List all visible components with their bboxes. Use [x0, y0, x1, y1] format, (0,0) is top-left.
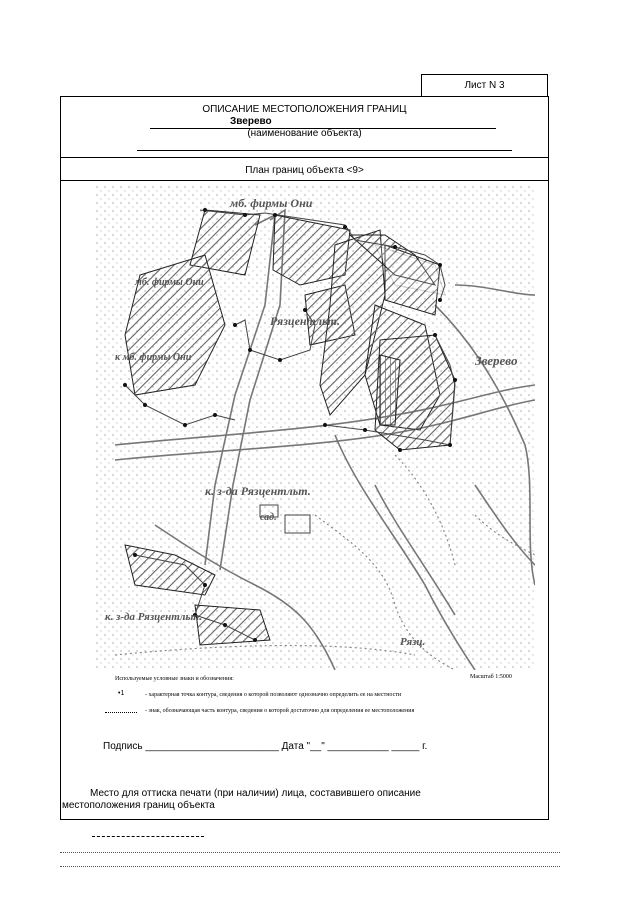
legend-title: Используемые условные знаки и обозначения:	[115, 676, 234, 682]
header-divider	[60, 157, 549, 158]
object-name-caption: (наименование объекта)	[247, 128, 362, 139]
stamp-line-2: местоположения границ объекта	[62, 800, 215, 811]
legend-point-text: - характерная точка контура, сведения о которой позволяют однозначно определить ее на местности	[145, 692, 402, 698]
map-label-top: мб. фирмы Они	[230, 196, 313, 210]
footer-dotted-line-1	[60, 852, 560, 853]
plan-divider	[60, 180, 549, 181]
boundary-plan-map	[95, 185, 535, 670]
object-name: Зверево	[230, 116, 272, 127]
map-label-center: Рязцентльт.	[270, 314, 341, 328]
plan-title: План границ объекта <9>	[245, 165, 364, 176]
map-label-left: к мб. фирмы Они	[115, 352, 192, 363]
map-scale: Масштаб 1:5000	[470, 674, 512, 680]
map-label-left2: мб. фирмы Они	[135, 277, 204, 288]
legend-dotted-symbol	[105, 712, 137, 713]
footer-dotted-line-2	[60, 866, 560, 867]
header-underline	[137, 150, 512, 151]
legend-point-symbol: •1	[118, 690, 125, 697]
map-label-zverevo: Зверево	[475, 353, 518, 368]
map-label-bottom-right: Рязц.	[400, 636, 426, 648]
map-label-bottom-left: к. з-да Рязцентльт.	[105, 611, 202, 623]
stamp-line-1: Место для оттиска печати (при наличии) лица, составившего описание	[90, 788, 421, 799]
sheet-number: Лист N 3	[421, 74, 548, 97]
map-label-bottom-center: к. з-да Рязцентльт.	[205, 484, 311, 498]
legend-part-text: - знак, обозначающая часть контура, сведения о которой достаточно для определения ее местоположения	[145, 708, 415, 714]
map-label-park: сад.	[260, 512, 277, 523]
signature-line: Подпись ________________________ Дата "__" ___________ _____ г.	[103, 741, 428, 752]
footnote-separator	[92, 836, 204, 837]
document-title: ОПИСАНИЕ МЕСТОПОЛОЖЕНИЯ ГРАНИЦ	[202, 104, 407, 115]
stamp-place	[62, 788, 502, 812]
